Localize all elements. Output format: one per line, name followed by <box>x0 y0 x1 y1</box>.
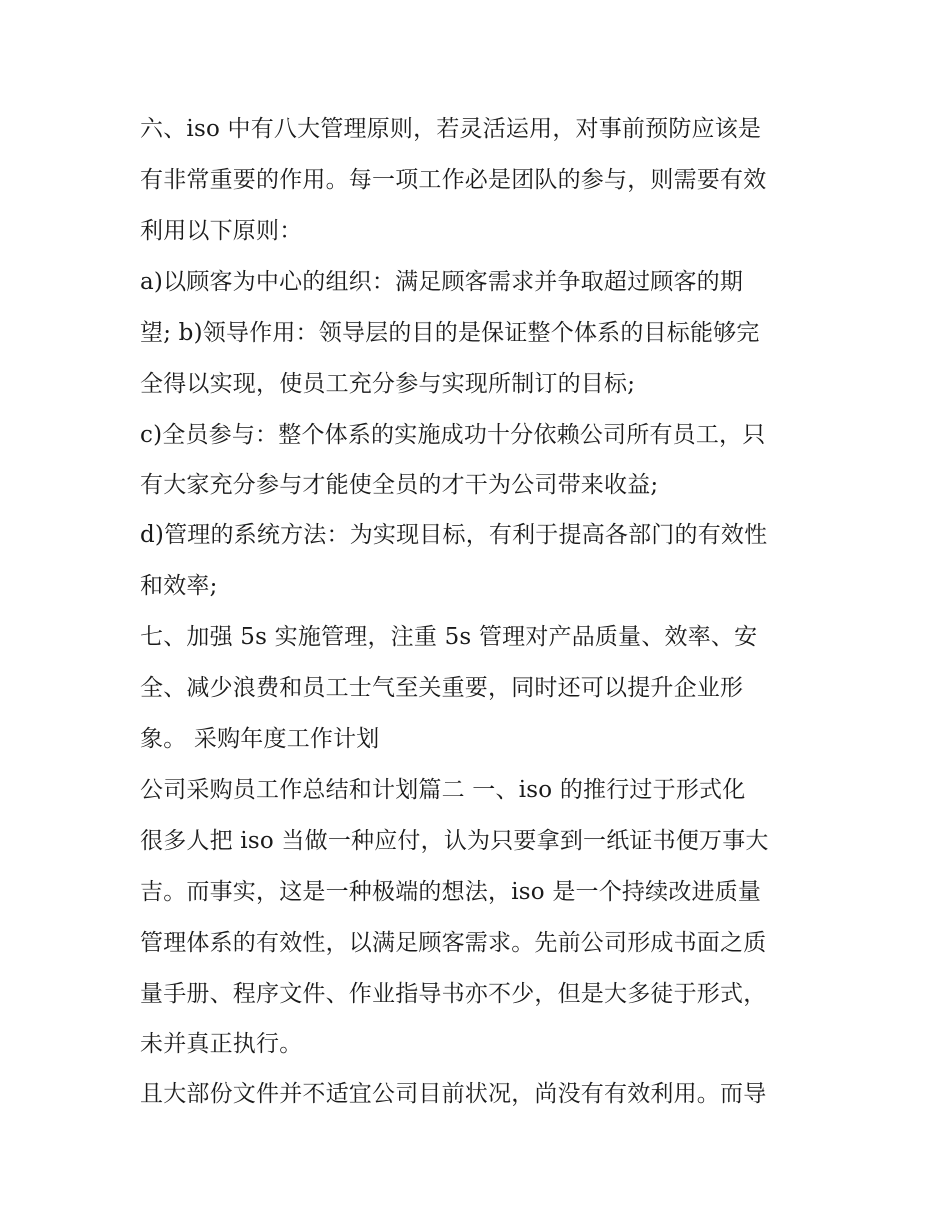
text-line: 象。 采购年度工作计划 <box>140 726 380 752</box>
text-line: 公司采购员工作总结和计划篇二 一、iso 的推行过于形式化 <box>140 777 746 803</box>
text-line: 有大家充分参与才能使全员的才干为公司带来收益; <box>140 472 659 498</box>
text-line: 未并真正执行。 <box>140 1031 303 1057</box>
text-line: 和效率; <box>140 573 218 599</box>
text-line: 利用以下原则： <box>140 218 303 244</box>
text-line: 且大部份文件并不适宜公司目前状况，尚没有有效利用。而导 <box>140 1081 767 1107</box>
text-line: a)以顾客为中心的组织：满足顾客需求并争取超过顾客的期 <box>140 269 744 295</box>
text-line: 七、加强 5s 实施管理，注重 5s 管理对产品质量、效率、安 <box>140 624 758 650</box>
text-line: c)全员参与：整个体系的实施成功十分依赖公司所有员工，只 <box>140 422 766 448</box>
text-line: 有非常重要的作用。每一项工作必是团队的参与，则需要有效 <box>140 167 767 193</box>
text-line: d)管理的系统方法：为实现目标，有利于提高各部门的有效性 <box>140 522 768 548</box>
text-line: 很多人把 iso 当做一种应付，认为只要拿到一纸证书便万事大 <box>140 828 769 854</box>
text-line: 管理体系的有效性，以满足顾客需求。先前公司形成书面之质 <box>140 930 767 956</box>
text-line: 全、减少浪费和员工士气至关重要，同时还可以提升企业形 <box>140 675 744 701</box>
text-line: 六、iso 中有八大管理原则，若灵活运用，对事前预防应该是 <box>140 116 762 142</box>
text-line: 全得以实现，使员工充分参与实现所制订的目标; <box>140 371 636 397</box>
text-line: 量手册、程序文件、作业指导书亦不少，但是大多徒于形式， <box>140 981 767 1007</box>
text-line: 吉。而事实，这是一种极端的想法，iso 是一个持续改进质量 <box>140 879 762 905</box>
text-line: 望; b)领导作用：领导层的目的是保证整个体系的目标能够完 <box>140 320 760 346</box>
